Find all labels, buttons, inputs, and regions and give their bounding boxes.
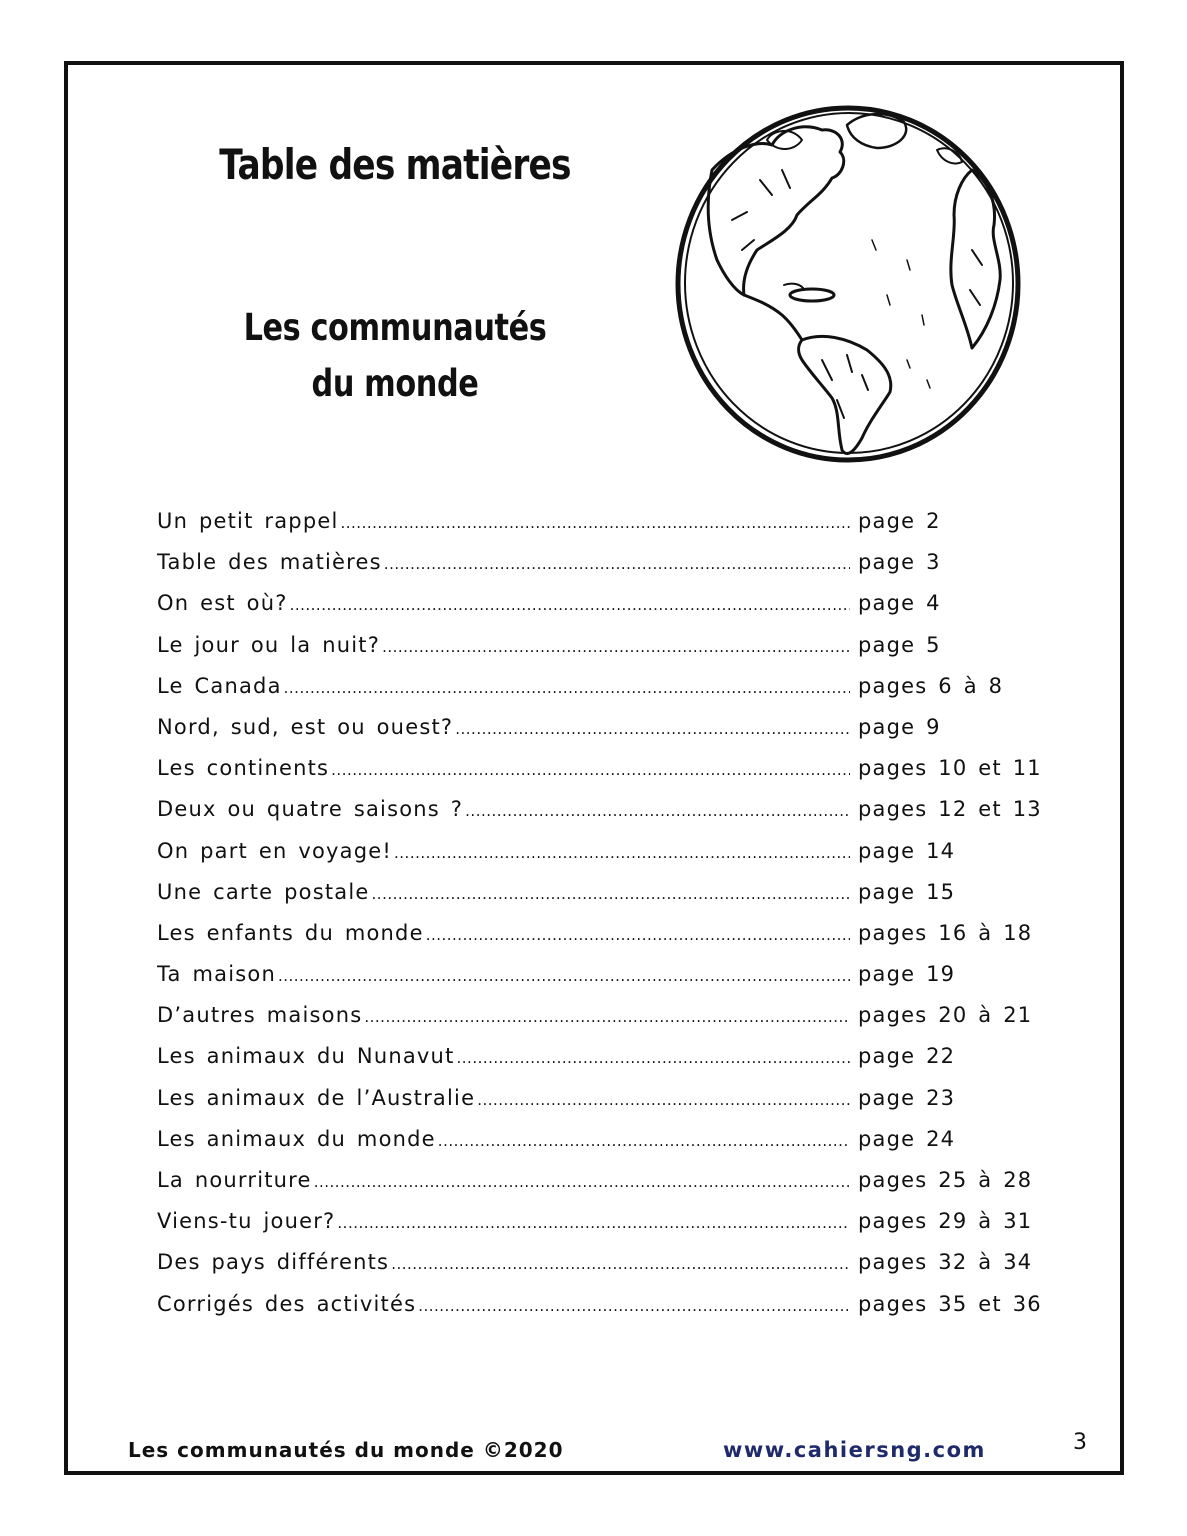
toc-entry-title: Les continents [157, 756, 330, 781]
toc-entry-title: On est où? [157, 591, 288, 616]
toc-entry-title-area [157, 962, 850, 986]
toc-entry[interactable] [157, 550, 1057, 591]
toc-entry[interactable] [157, 1209, 1057, 1250]
toc-dot-leader [384, 555, 850, 573]
toc-entry-pages: page 22 [858, 1044, 956, 1069]
toc-entry-title-area [157, 1209, 850, 1233]
toc-entry[interactable] [157, 674, 1057, 715]
toc-dot-leader [438, 1132, 850, 1150]
book-subtitle [202, 300, 587, 412]
toc-dot-leader [331, 761, 850, 779]
toc-entry-title: Deux ou quatre saisons ? [157, 797, 464, 822]
toc-dot-leader [382, 638, 850, 656]
toc-entry[interactable] [157, 1250, 1057, 1291]
toc-entry-title-area [157, 715, 850, 739]
toc-entry-title: Le jour ou la nuit? [157, 632, 381, 657]
page-title: Table des matières [219, 140, 571, 189]
toc-dot-leader [314, 1173, 850, 1191]
toc-entry-title-area [157, 1003, 850, 1027]
subtitle-line-1: Les communautés [243, 306, 547, 349]
toc-entry-title-area [157, 633, 850, 657]
toc-entry-pages: pages 10 et 11 [858, 756, 1042, 781]
toc-dot-leader [477, 1091, 850, 1109]
table-of-contents [157, 509, 1057, 1333]
toc-entry-pages: page 19 [858, 962, 956, 987]
toc-entry[interactable] [157, 1127, 1057, 1168]
toc-entry-pages: pages 12 et 13 [858, 797, 1042, 822]
toc-entry[interactable] [157, 1292, 1057, 1333]
toc-dot-leader [465, 802, 850, 820]
footer-website-link[interactable]: www.cahiersng.com [723, 1438, 986, 1462]
toc-entry-title: Les animaux du Nunavut [157, 1044, 455, 1069]
toc-dot-leader [278, 967, 850, 985]
toc-entry[interactable] [157, 1168, 1057, 1209]
toc-entry-title-area [157, 921, 850, 945]
toc-entry-title: D’autres maisons [157, 1003, 363, 1028]
globe-icon [672, 100, 1024, 465]
toc-entry-pages: page 2 [858, 509, 941, 533]
toc-entry-pages: pages 35 et 36 [858, 1291, 1042, 1316]
toc-entry-pages: page 3 [858, 550, 941, 575]
toc-entry-title-area [157, 550, 850, 574]
toc-dot-leader [426, 926, 850, 944]
toc-dot-leader [391, 1255, 850, 1273]
toc-entry-title-area [157, 591, 850, 615]
toc-entry-title-area [157, 1292, 850, 1316]
toc-entry[interactable] [157, 715, 1057, 756]
toc-entry-pages: page 14 [858, 838, 956, 863]
toc-entry-title-area [157, 756, 850, 780]
toc-entry-title: Ta maison [157, 962, 276, 987]
toc-entry-title: Le Canada [157, 673, 282, 698]
toc-dot-leader [284, 679, 850, 697]
toc-entry[interactable] [157, 756, 1057, 797]
toc-entry-title-area [157, 1168, 850, 1192]
toc-dot-leader [418, 1297, 850, 1315]
toc-dot-leader [455, 720, 850, 738]
toc-entry[interactable] [157, 1086, 1057, 1127]
toc-entry-title: Des pays différents [157, 1250, 390, 1275]
toc-entry-pages: pages 25 à 28 [858, 1168, 1033, 1192]
toc-entry[interactable] [157, 962, 1057, 1003]
toc-dot-leader [290, 596, 850, 614]
toc-entry[interactable] [157, 509, 1057, 550]
toc-dot-leader [372, 885, 850, 903]
footer-book-title: Les communautés du monde ©2020 [128, 1438, 564, 1462]
toc-dot-leader [337, 1214, 850, 1232]
toc-entry[interactable] [157, 1044, 1057, 1085]
toc-entry-pages: page 4 [858, 591, 941, 616]
toc-entry-pages: pages 29 à 31 [858, 1209, 1033, 1234]
toc-entry-title: Les animaux du monde [157, 1126, 436, 1151]
toc-entry-pages: pages 20 à 21 [858, 1003, 1033, 1028]
toc-entry-title-area [157, 1250, 850, 1274]
toc-entry-title-area [157, 509, 850, 533]
toc-entry[interactable] [157, 921, 1057, 962]
toc-entry-title: Un petit rappel [157, 509, 339, 533]
toc-entry-pages: page 9 [858, 714, 941, 739]
toc-entry[interactable] [157, 839, 1057, 880]
toc-entry-pages: pages 6 à 8 [858, 673, 1004, 698]
toc-dot-leader [341, 514, 851, 532]
toc-entry-title: On part en voyage! [157, 838, 393, 863]
toc-entry-title: Corrigés des activités [157, 1291, 417, 1316]
toc-entry-title: Table des matières [157, 550, 382, 575]
toc-entry[interactable] [157, 797, 1057, 838]
toc-entry-title: Nord, sud, est ou ouest? [157, 714, 454, 739]
toc-entry-pages: page 5 [858, 632, 941, 657]
page-number: 3 [1073, 1430, 1087, 1455]
toc-entry-title-area [157, 797, 850, 821]
toc-entry-title-area [157, 839, 850, 863]
toc-entry-title-area [157, 1044, 850, 1068]
toc-entry-pages: page 15 [858, 879, 956, 904]
toc-entry-title-area [157, 674, 850, 698]
toc-entry-title-area [157, 1127, 850, 1151]
toc-dot-leader [364, 1008, 850, 1026]
toc-entry-title-area [157, 1086, 850, 1110]
toc-entry-pages: page 23 [858, 1085, 956, 1110]
toc-entry-pages: pages 32 à 34 [858, 1250, 1033, 1275]
toc-entry-title: Une carte postale [157, 879, 370, 904]
toc-entry-pages: page 24 [858, 1126, 956, 1151]
toc-dot-leader [457, 1049, 850, 1067]
toc-entry[interactable] [157, 1003, 1057, 1044]
toc-entry-title: La nourriture [157, 1168, 312, 1192]
toc-entry-title: Les animaux de l’Australie [157, 1085, 476, 1110]
toc-entry[interactable] [157, 591, 1057, 632]
toc-entry[interactable] [157, 880, 1057, 921]
toc-entry-title: Les enfants du monde [157, 920, 424, 945]
toc-entry-title: Viens-tu jouer? [157, 1209, 336, 1234]
toc-entry[interactable] [157, 633, 1057, 674]
toc-dot-leader [394, 844, 850, 862]
subtitle-line-2: du monde [311, 362, 479, 405]
toc-entry-title-area [157, 880, 850, 904]
toc-entry-pages: pages 16 à 18 [858, 920, 1033, 945]
